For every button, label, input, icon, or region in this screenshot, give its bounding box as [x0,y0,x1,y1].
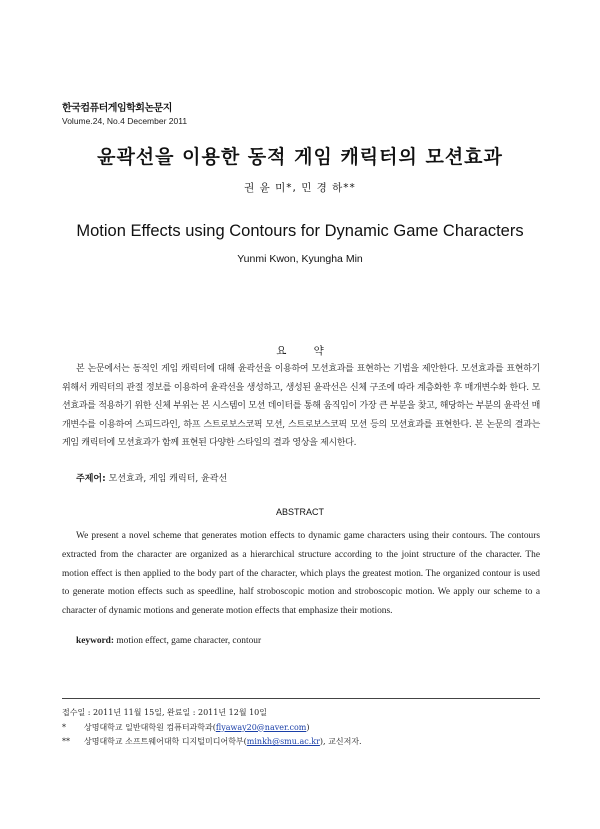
footnote-mark-2: ** [62,737,70,746]
keywords-korean-label: 주제어: [76,474,106,484]
paper-title-korean: 윤곽선을 이용한 동적 게임 캐릭터의 모션효과 [97,146,503,168]
abstract-korean-heading: 요 약 [276,345,336,357]
paper-title-english: Motion Effects using Contours for Dynamic Game Characters [76,222,524,240]
keywords-korean-values: 모션효과, 게임 캐릭터, 윤곽선 [108,474,228,484]
footnote-close-2: ), 교신저자. [319,737,362,746]
abstract-english-heading: ABSTRACT [275,507,324,517]
keywords-korean [76,471,227,484]
footnotes [62,706,362,750]
journal-name: 한국컴퓨터게임학회논문지 [62,103,172,114]
footnote-dates: 접수일 : 2011년 11월 15일, 완료일 : 2011년 12월 10일 [62,708,267,717]
keywords-english-label: keyword: [76,636,115,646]
authors-korean: 권 윤 미*, 민 경 하** [244,182,356,194]
footnote-affiliation-2: 상명대학교 소프트웨어대학 디지털미디어학부( [84,737,247,746]
author-1-email-link[interactable]: flyaway20@naver.com [215,722,307,732]
abstract-korean-body: 본 논문에서는 동적인 게임 캐릭터에 대해 윤곽선을 이용하여 모션효과를 표현하는 기법을 제안한다. 모션효과를 표현하기 위해서 캐릭터의 관절 정보를 이용하여 윤곽선을 생성하고, 생성된 윤곽선은 신체 구조에 따라 계층화한 후 매개변수화 한다. 모션효과를 적용하기 위한 신체 부위는 본 시스템이 모션 데이터를 통해 움직임이 가장 큰 부분을 찾고, 해당하는 부분의 윤곽선 매개변수를 이용하여 스피드라인, 하프 스트로보스코픽 모션, 스트로보스코픽 모션 등의 모션효과를 표현한다. 본 논문의 결과는 게임 캐릭터에 모션효과가 함께 표현된 다양한 스타일의 결과 영상을 제시한다. [62,364,540,448]
keywords-english-values: motion effect, game character, contour [116,636,262,646]
keywords-english [76,636,261,646]
footnote-mark-1: * [62,722,66,732]
journal-header [62,99,187,126]
authors-english: Yunmi Kwon, Kyungha Min [237,253,363,265]
footnote-author-2 [62,735,362,750]
footnote-divider [62,698,540,699]
journal-volume: Volume.24, No.4 December 2011 [62,116,188,126]
footnote-close-1: ) [306,722,310,732]
author-2-email-link[interactable]: minkh@smu.ac.kr [246,737,320,746]
footnote-affiliation-1: 상명대학교 일반대학원 컴퓨터과학과( [84,722,216,732]
footnote-author-1 [62,721,362,736]
abstract-english-body: We present a novel scheme that generates motion effects to dynamic game characters using their contours. The contours extracted from the character are organized as a hierarchical structure according to the joint structure of the character. The motion effect is then applied to the body part of the character, which plays the greatest motion. The organized contour is used to generate motion effects such as speedline, half stroboscopic motion and stroboscopic motion. We apply our scheme to a character of dynamic motions and generate motion effects that emphasize their motions. [62,531,540,617]
